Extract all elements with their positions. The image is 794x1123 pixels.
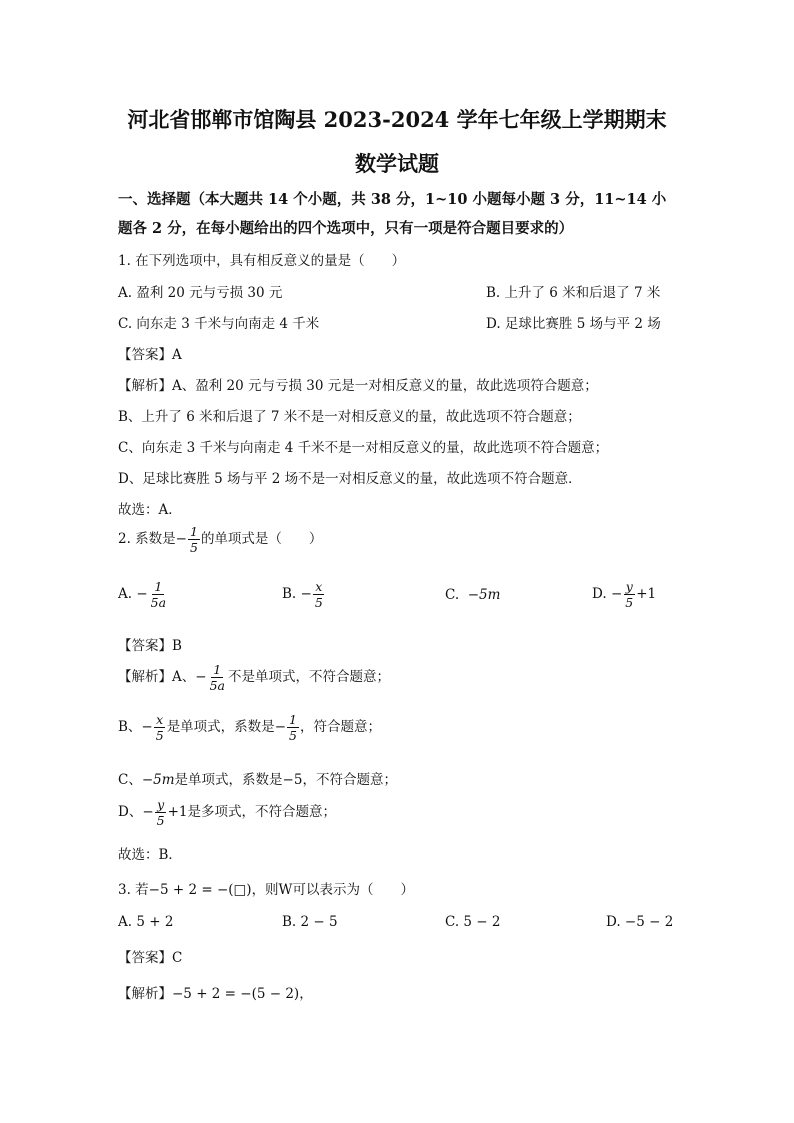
q1-option-a: A. 盈利 20 元与亏损 30 元 bbox=[118, 285, 283, 301]
q2-stem-fraction bbox=[188, 525, 200, 554]
fraction-numerator: 1 bbox=[213, 662, 222, 677]
option-label: B. bbox=[282, 586, 297, 603]
explanation-sign: − bbox=[142, 804, 154, 821]
option-suffix: +1 bbox=[636, 586, 657, 603]
explanation-sign: − bbox=[141, 719, 153, 736]
q3-stem-expression: −5 + 2 = −(□) bbox=[148, 882, 252, 898]
q2-explanation-d bbox=[118, 798, 336, 827]
q2-option-b-fraction bbox=[313, 580, 325, 609]
q1-explanation-c: C、向东走 3 千米与向南走 4 千米不是一对相反意义的量，故此选项不符合题意； bbox=[118, 440, 609, 456]
q3-stem-suffix: ，则W可以表示为（ ） bbox=[251, 882, 414, 898]
explanation-prefix: 【解析】A、 bbox=[118, 669, 196, 686]
q2-explanation-b-fraction bbox=[154, 713, 166, 742]
q3-stem bbox=[118, 878, 414, 898]
option-label: D. bbox=[592, 586, 607, 603]
q3-option-d: D. −5 − 2 bbox=[606, 914, 674, 930]
q3-answer: 【答案】C bbox=[118, 950, 183, 966]
q1-conclusion: 故选：A． bbox=[118, 502, 182, 518]
explanation-prefix: D、 bbox=[118, 804, 143, 821]
q2-answer: 【答案】B bbox=[118, 638, 182, 654]
q1-stem: 1. 在下列选项中，具有相反意义的量是（ ） bbox=[118, 253, 406, 269]
fraction-denominator: 5 bbox=[314, 595, 323, 611]
q1-explanation-b: B、上升了 6 米和后退了 7 米不是一对相反意义的量，故此选项不符合题意； bbox=[118, 409, 581, 425]
explanation-expression: −5m bbox=[141, 772, 175, 788]
q3-option-c: C. 5 − 2 bbox=[445, 914, 501, 930]
explanation-sign: − bbox=[274, 719, 286, 736]
q2-explanation-c bbox=[118, 768, 397, 788]
q3-option-b: B. 2 − 5 bbox=[282, 914, 338, 930]
option-label: C. bbox=[445, 587, 460, 603]
fraction-numerator: y bbox=[157, 797, 165, 812]
fraction-numerator: x bbox=[315, 579, 323, 594]
q2-option-d bbox=[592, 580, 656, 609]
fraction-denominator: 5 bbox=[156, 813, 165, 829]
q2-stem-suffix: 的单项式是（ ） bbox=[200, 531, 323, 548]
q2-option-a bbox=[118, 580, 169, 609]
explanation-prefix: B、 bbox=[118, 719, 142, 736]
fraction-denominator: 5a bbox=[209, 678, 225, 694]
q2-explanation-b-coefficient bbox=[287, 713, 299, 742]
q1-explanation-a: 【解析】A、盈利 20 元与亏损 30 元是一对相反意义的量，故此选项符合题意； bbox=[118, 378, 598, 394]
fraction-numerator: x bbox=[156, 712, 164, 727]
fraction-numerator: y bbox=[625, 579, 633, 594]
document-title-line2: 数学试题 bbox=[355, 151, 439, 176]
explanation-suffix: 是多项式，不符合题意； bbox=[187, 804, 336, 821]
document-title-line1: 河北省邯郸市馆陶县 2023-2024 学年七年级上学期期末 bbox=[127, 107, 667, 132]
q2-option-a-fraction bbox=[149, 580, 168, 609]
fraction-denominator: 5a bbox=[150, 595, 167, 611]
q2-explanation-d-fraction bbox=[155, 798, 167, 827]
explanation-middle: 是单项式，系数是 bbox=[174, 772, 283, 788]
q2-conclusion: 故选：B． bbox=[118, 847, 182, 863]
option-expression: −5m bbox=[467, 587, 501, 603]
q2-option-d-fraction bbox=[623, 580, 635, 609]
section-heading-line1: 一、选择题（本大题共 14 个小题，共 38 分，1~10 小题每小题 3 分，11~14 小 bbox=[118, 191, 667, 208]
fraction-denominator: 5 bbox=[289, 728, 297, 744]
q3-option-a: A. 5 + 2 bbox=[118, 914, 174, 930]
q1-explanation-d: D、足球比赛胜 5 场与平 2 场不是一对相反意义的量，故此选项不符合题意． bbox=[118, 471, 582, 487]
option-label: A. bbox=[118, 586, 133, 603]
q2-stem bbox=[118, 525, 322, 554]
explanation-middle: 是单项式，系数是 bbox=[166, 719, 275, 736]
q2-option-c bbox=[445, 587, 500, 603]
explanation-expression: −5 + 2 = −(5 − 2) bbox=[172, 986, 300, 1002]
fraction-denominator: 5 bbox=[625, 595, 634, 611]
explanation-plus-term: +1 bbox=[167, 804, 188, 821]
option-sign: − bbox=[300, 586, 312, 603]
q2-explanation-b bbox=[118, 713, 381, 742]
option-sign: − bbox=[136, 586, 148, 603]
q1-option-b: B. 上升了 6 米和后退了 7 米 bbox=[486, 285, 661, 301]
explanation-suffix: ，不符合题意； bbox=[302, 772, 397, 788]
section-heading-line2: 题各 2 分，在每小题给出的四个选项中，只有一项是符合题目要求的） bbox=[118, 220, 574, 237]
explanation-suffix: 不是单项式，不符合题意； bbox=[227, 669, 390, 686]
q2-stem-prefix: 2. 系数是 bbox=[118, 531, 176, 548]
fraction-denominator: 5 bbox=[155, 728, 164, 744]
fraction-denominator: 5 bbox=[189, 540, 198, 556]
fraction-numerator: 1 bbox=[289, 712, 297, 727]
option-sign: − bbox=[610, 586, 623, 603]
explanation-sign: − bbox=[195, 669, 207, 686]
q3-stem-prefix: 3. 若 bbox=[118, 882, 149, 898]
fraction-numerator: 1 bbox=[154, 579, 163, 594]
q2-explanation-a-fraction bbox=[208, 663, 227, 692]
q3-explanation bbox=[118, 982, 313, 1002]
explanation-suffix: ，符合题意； bbox=[299, 719, 381, 736]
q1-answer: 【答案】A bbox=[118, 347, 182, 363]
explanation-suffix: ， bbox=[299, 986, 313, 1002]
q1-option-c: C. 向东走 3 千米与向南走 4 千米 bbox=[118, 316, 320, 332]
explanation-prefix: C、 bbox=[118, 772, 142, 788]
explanation-coefficient: −5 bbox=[282, 772, 303, 788]
explanation-prefix: 【解析】 bbox=[118, 986, 172, 1002]
q2-option-b bbox=[282, 580, 326, 609]
q2-explanation-a bbox=[118, 663, 390, 692]
fraction-numerator: 1 bbox=[189, 524, 198, 539]
q1-option-d: D. 足球比赛胜 5 场与平 2 场 bbox=[486, 316, 661, 332]
q2-stem-sign: − bbox=[175, 531, 187, 548]
